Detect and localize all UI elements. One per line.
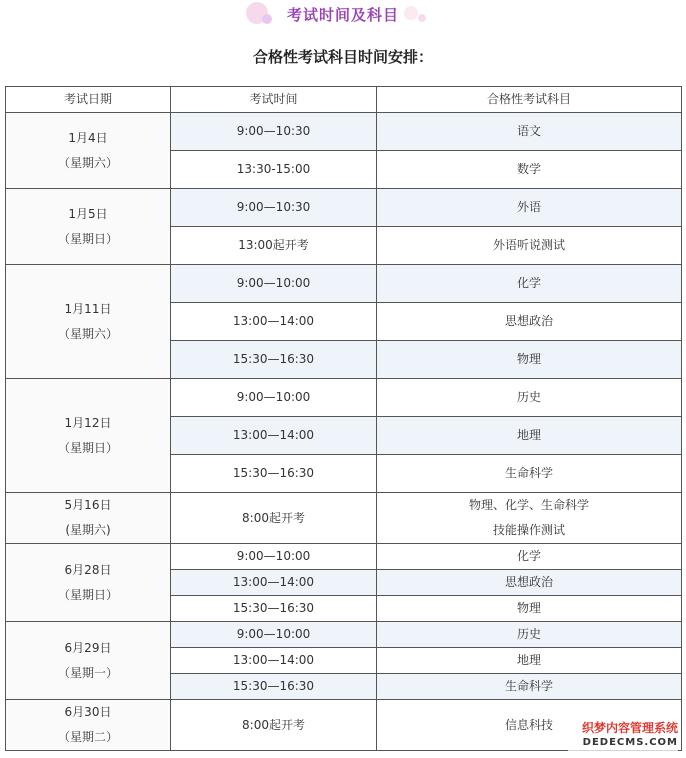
subject-cell: 数学	[377, 151, 682, 189]
banner-title: 考试时间及科目	[286, 6, 399, 24]
watermark-url: DEDECMS.COM	[582, 737, 678, 748]
banner	[0, 0, 686, 30]
time-cell: 15:30—16:30	[171, 341, 377, 379]
time-cell: 15:30—16:30	[171, 674, 377, 700]
page-title: 合格性考试科目时间安排：	[252, 48, 433, 66]
subject-cell: 生命科学	[377, 674, 682, 700]
weekday-text: （星期一）	[57, 665, 118, 680]
header-date: 考试日期	[6, 87, 171, 113]
subject-cell: 物理	[377, 596, 682, 622]
date-cell	[6, 493, 171, 544]
table-row	[6, 493, 682, 544]
date-text: 1月11日	[64, 301, 112, 316]
time-cell: 13:00—14:00	[171, 648, 377, 674]
time-cell: 15:30—16:30	[171, 596, 377, 622]
weekday-text: （星期六）	[57, 155, 118, 170]
subject-cell: 地理	[377, 417, 682, 455]
time-cell: 13:30-15:00	[171, 151, 377, 189]
subject-cell: 语文	[377, 113, 682, 151]
date-cell	[6, 379, 171, 493]
subject-cell	[377, 493, 682, 544]
time-cell: 15:30—16:30	[171, 455, 377, 493]
time-cell: 13:00—14:00	[171, 417, 377, 455]
subject-text: 技能操作测试	[492, 523, 565, 537]
watermark-text: 织梦内容管理系统	[581, 721, 678, 735]
date-cell	[6, 700, 171, 751]
table-row	[6, 379, 682, 417]
date-text: 1月4日	[68, 130, 108, 145]
weekday-text: （星期日）	[57, 587, 118, 602]
time-cell: 8:00起开考	[171, 493, 377, 544]
time-cell: 9:00—10:00	[171, 544, 377, 570]
date-cell	[6, 622, 171, 700]
subject-cell: 思想政治	[377, 303, 682, 341]
subject-cell: 化学	[377, 544, 682, 570]
subject-cell: 信息科技	[377, 700, 682, 751]
header-subject: 合格性考试科目	[377, 87, 682, 113]
time-cell: 9:00—10:00	[171, 265, 377, 303]
time-cell: 8:00起开考	[171, 700, 377, 751]
table-row	[6, 544, 682, 570]
date-text: 6月30日	[64, 705, 112, 719]
weekday-text: （星期日）	[57, 231, 118, 246]
exam-schedule-table	[5, 86, 682, 751]
time-cell: 13:00—14:00	[171, 570, 377, 596]
date-text: 6月29日	[64, 640, 112, 655]
subject-cell: 历史	[377, 622, 682, 648]
subject-cell: 生命科学	[377, 455, 682, 493]
time-cell: 9:00—10:30	[171, 113, 377, 151]
date-text: 1月12日	[64, 415, 112, 430]
date-cell	[6, 544, 171, 622]
subject-cell: 历史	[377, 379, 682, 417]
table-row	[6, 189, 682, 227]
time-cell: 13:00—14:00	[171, 303, 377, 341]
weekday-text: (星期六)	[65, 523, 111, 537]
date-text: 6月28日	[64, 562, 112, 577]
subject-cell: 外语听说测试	[377, 227, 682, 265]
weekday-text: （星期日）	[57, 440, 118, 455]
subject-text: 物理、化学、生命科学	[468, 498, 589, 512]
weekday-text: （星期二）	[57, 730, 118, 744]
subject-cell: 外语	[377, 189, 682, 227]
date-text: 5月16日	[64, 498, 112, 512]
subject-cell: 物理	[377, 341, 682, 379]
weekday-text: （星期六）	[57, 326, 118, 341]
table-row	[6, 265, 682, 303]
date-cell	[6, 113, 171, 189]
subject-cell: 地理	[377, 648, 682, 674]
time-cell: 9:00—10:30	[171, 189, 377, 227]
date-cell	[6, 265, 171, 379]
subject-cell: 思想政治	[377, 570, 682, 596]
header-time: 考试时间	[171, 87, 377, 113]
table-row	[6, 113, 682, 151]
date-cell	[6, 189, 171, 265]
time-cell: 13:00起开考	[171, 227, 377, 265]
date-text: 1月5日	[68, 206, 108, 221]
time-cell: 9:00—10:00	[171, 622, 377, 648]
subject-cell: 化学	[377, 265, 682, 303]
table-row	[6, 622, 682, 648]
time-cell: 9:00—10:00	[171, 379, 377, 417]
watermark	[568, 720, 678, 754]
